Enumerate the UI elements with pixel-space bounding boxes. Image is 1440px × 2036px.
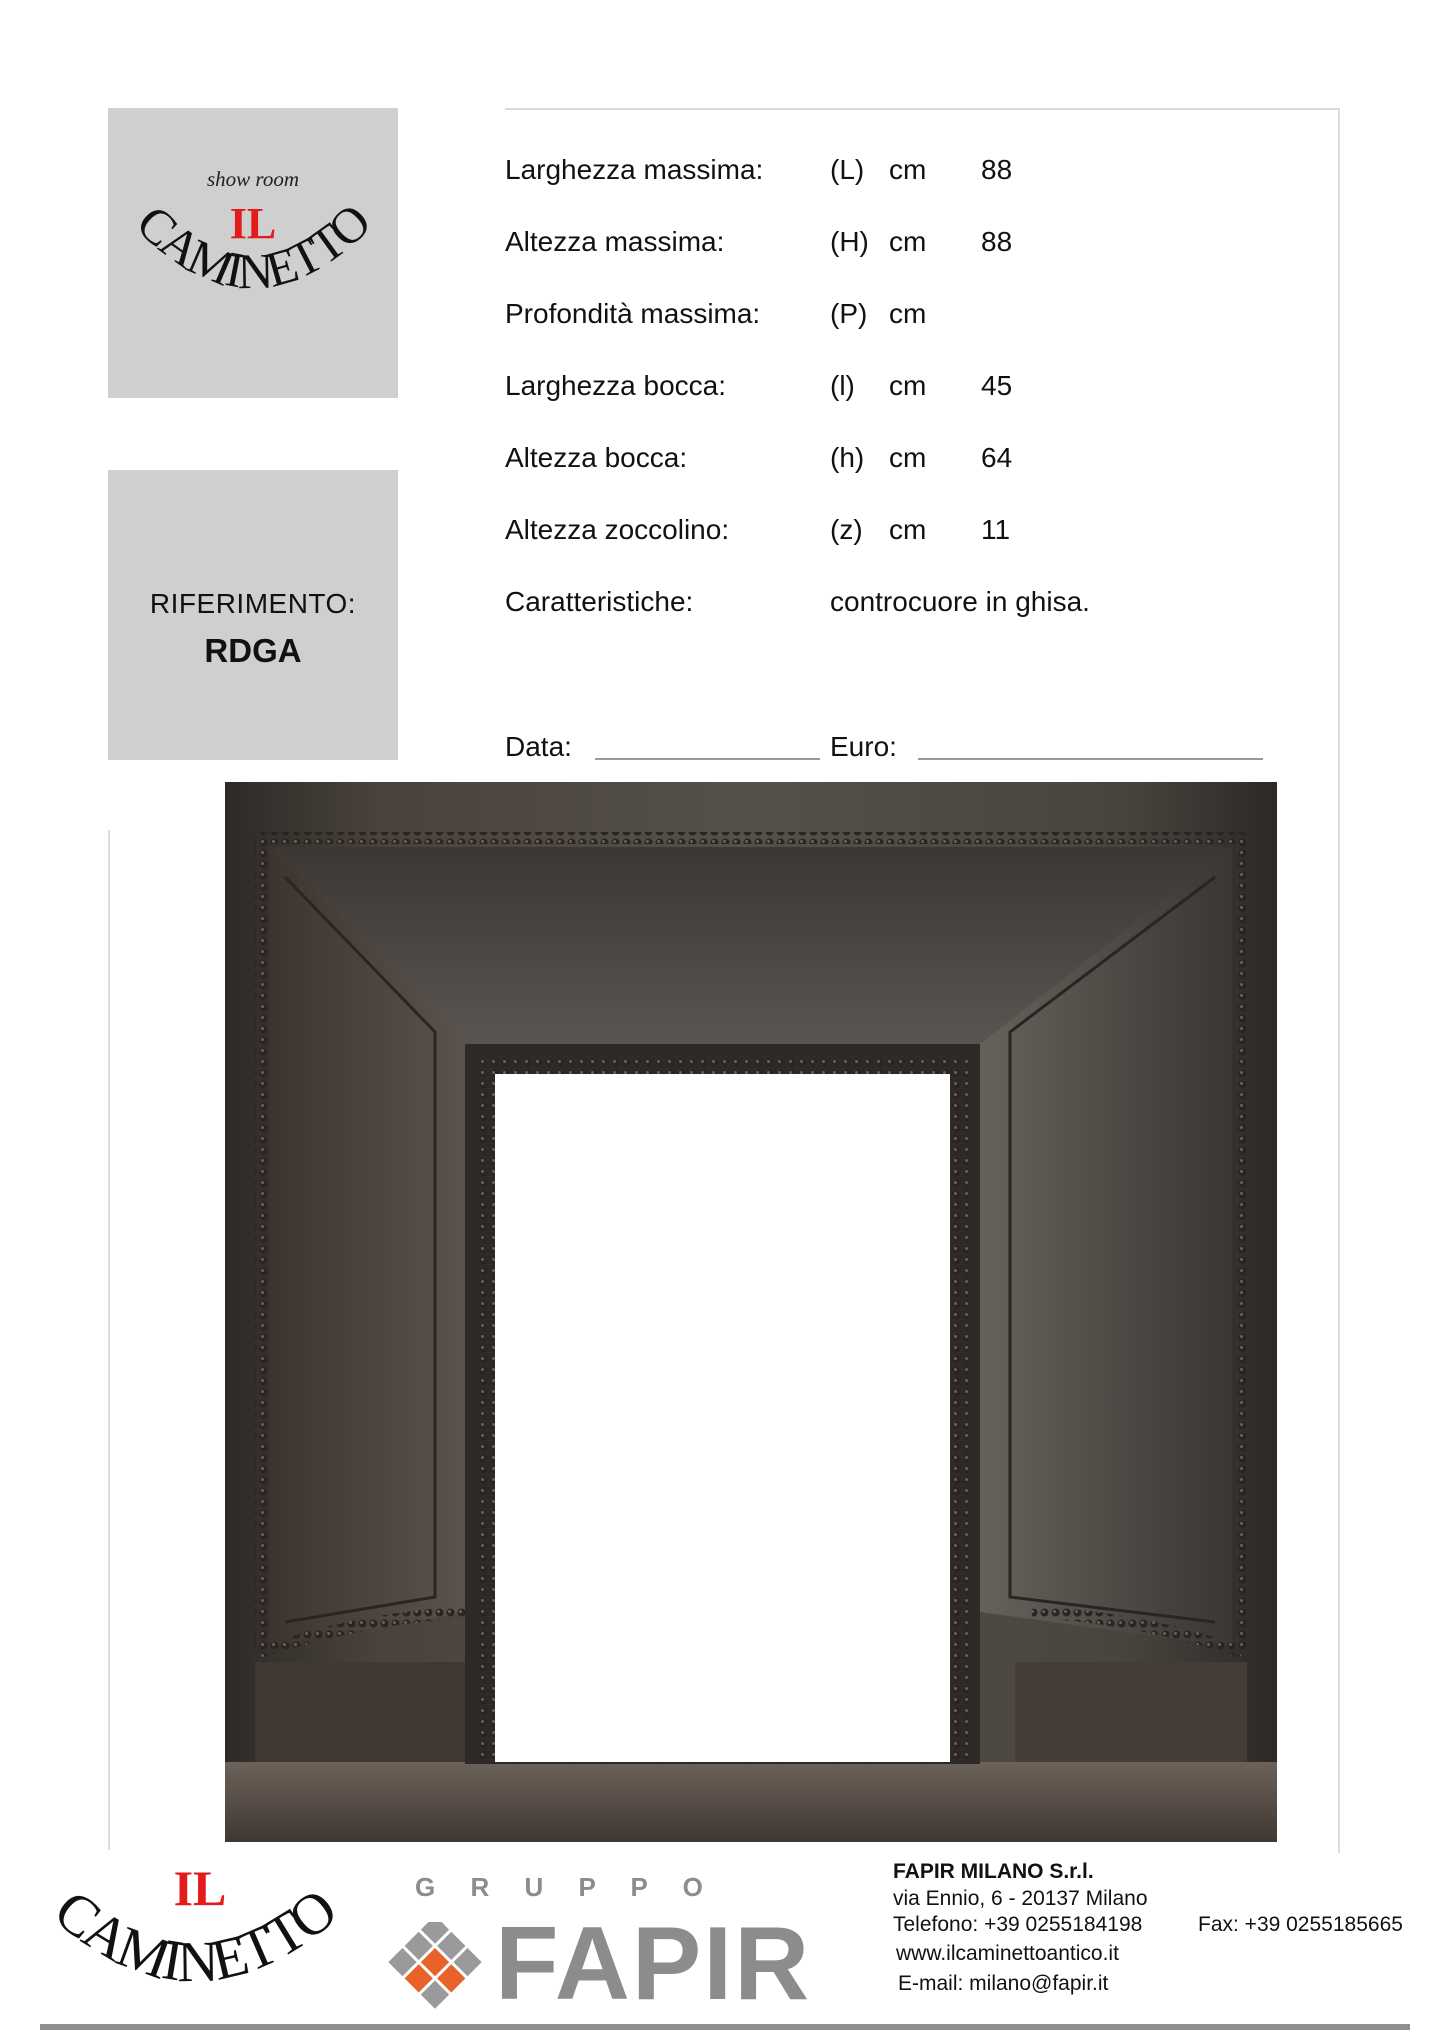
footer-logo-name: CAMINETTO <box>42 1876 348 1995</box>
spec-value: 88 <box>981 226 1013 257</box>
logo-il: IL <box>229 199 277 248</box>
spec-symbol: (H) <box>830 226 869 257</box>
company-fax: Fax: +39 0255185665 <box>1198 1913 1403 1936</box>
logo-name: CAMINETTO <box>126 193 380 300</box>
euro-field[interactable] <box>918 758 1263 760</box>
fapir-brand: FAPIR <box>495 1906 812 2022</box>
spec-label: Altezza bocca: <box>505 442 688 473</box>
spec-unit: cm <box>889 514 927 545</box>
company-phone: Telefono: +39 0255184198 <box>893 1913 1143 1936</box>
bottom-rule <box>40 2024 1410 2030</box>
company-website[interactable]: www.ilcaminettoantico.it <box>896 1942 1119 1965</box>
features-label: Caratteristiche: <box>505 586 694 617</box>
spec-value: 64 <box>981 442 1013 473</box>
reference-label: RIFERIMENTO: <box>149 588 357 619</box>
frame-left-line <box>108 830 110 1850</box>
reference-box <box>108 470 398 760</box>
product-photo <box>225 782 1277 1842</box>
spec-symbol: (l) <box>830 370 855 401</box>
spec-label: Altezza zoccolino: <box>505 514 730 545</box>
spec-unit: cm <box>889 370 927 401</box>
spec-value: 11 <box>981 514 1011 545</box>
footer-logo-il: IL <box>173 1860 227 1916</box>
spec-value: 45 <box>981 370 1013 401</box>
features-text: controcuore in ghisa. <box>830 586 1090 617</box>
spec-unit: cm <box>889 226 927 257</box>
caminetto-logo-mark <box>108 108 398 398</box>
date-label: Data: <box>505 731 572 762</box>
fireplace-illustration <box>225 782 1277 1842</box>
spec-unit: cm <box>889 154 927 185</box>
frame-right-line <box>1338 108 1340 1853</box>
footer-caminetto-logo <box>30 1855 360 2015</box>
showroom-logo <box>108 108 398 398</box>
company-address: via Ennio, 6 - 20137 Milano <box>893 1887 1148 1910</box>
logo-tagline: show room <box>207 167 299 191</box>
spec-unit: cm <box>889 442 927 473</box>
spec-symbol: (P) <box>830 298 868 329</box>
spec-value: 88 <box>981 154 1013 185</box>
fapir-diamond-icon <box>385 1922 485 2022</box>
spec-label: Larghezza bocca: <box>505 370 727 401</box>
euro-label: Euro: <box>830 731 897 762</box>
spec-symbol: (h) <box>830 442 865 473</box>
spec-unit: cm <box>889 298 927 329</box>
spec-symbol: (L) <box>830 154 865 185</box>
spec-label: Profondità massima: <box>505 298 761 329</box>
spec-label: Altezza massima: <box>505 226 725 257</box>
spec-label: Larghezza massima: <box>505 154 764 185</box>
date-field[interactable] <box>595 758 820 760</box>
spec-symbol: (z) <box>830 514 863 545</box>
reference-code: RDGA <box>204 632 302 669</box>
company-email[interactable]: E-mail: milano@fapir.it <box>898 1972 1109 1995</box>
group-wordmark: G R U P P O <box>415 1872 717 1902</box>
frame-top-line <box>505 108 1340 110</box>
company-name: FAPIR MILANO S.r.l. <box>893 1860 1094 1883</box>
